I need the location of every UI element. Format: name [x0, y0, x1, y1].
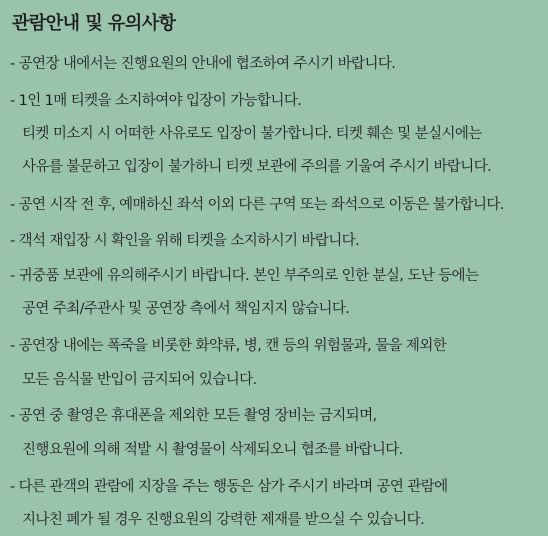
notice-line: - 공연장 내에서는 진행요원의 안내에 협조하여 주시기 바랍니다.	[10, 56, 396, 72]
notice-line: - 공연 시작 전 후, 예매하신 좌석 이외 다른 구역 또는 좌석으로 이동은 불가합니다.	[10, 197, 504, 213]
notice-line: 공연 주최/주관사 및 공연장 측에서 책임지지 않습니다.	[22, 301, 350, 317]
notice-line: - 귀중품 보관에 유의해주시기 바랍니다. 본인 부주의로 인한 분실, 도난 등에는	[10, 268, 479, 284]
notice-line: 티켓 미소지 시 어떠한 사유로도 입장이 불가합니다. 티켓 훼손 및 분실시에는	[22, 126, 482, 142]
notice-title: 관람안내 및 유의사항	[12, 13, 176, 34]
notice-line: - 객석 재입장 시 확인을 위해 티켓을 소지하시기 바랍니다.	[10, 233, 360, 249]
notice-line: 진행요원에 의해 적발 시 촬영물이 삭제되오니 협조를 바랍니다.	[22, 442, 403, 458]
notice-line: - 다른 관객의 관람에 지장을 주는 행동은 삼가 주시기 바라며 공연 관람에	[10, 479, 448, 495]
notice-line: - 1인 1매 티켓을 소지하여야 입장이 가능합니다.	[10, 93, 302, 109]
notice-line: 사유를 불문하고 입장이 불가하니 티켓 보관에 주의를 기울여 주시기 바랍니다.	[22, 159, 492, 175]
notice-line: - 공연장 내에는 폭죽을 비롯한 화약류, 병, 캔 등의 위험물과, 물을 제외한	[10, 338, 447, 354]
notice-line: 지나친 폐가 될 경우 진행요원의 강력한 제재를 받으실 수 있습니다.	[22, 512, 425, 528]
notice-line: 모든 음식물 반입이 금지되어 있습니다.	[22, 372, 257, 388]
notice-line: - 공연 중 촬영은 휴대폰을 제외한 모든 촬영 장비는 금지되며,	[10, 408, 377, 424]
